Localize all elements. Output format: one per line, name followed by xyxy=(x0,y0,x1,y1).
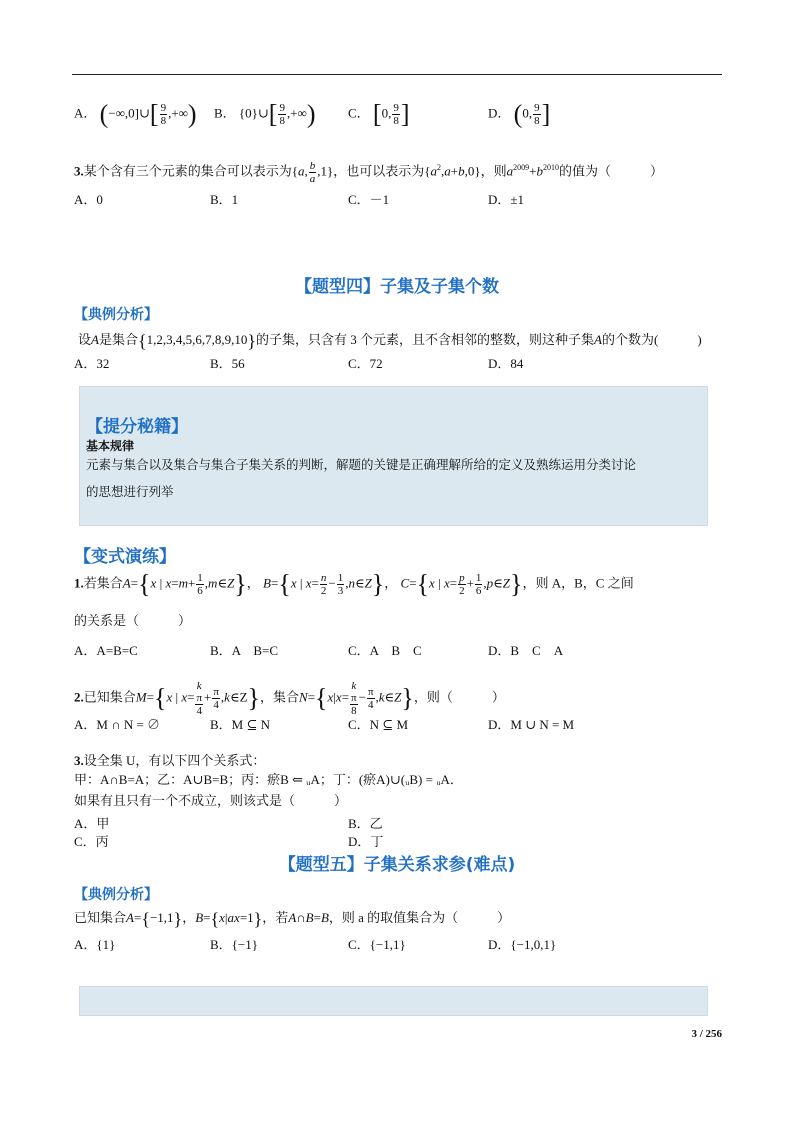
tips-title: 【提分秘籍】 xyxy=(86,417,188,437)
tips-line-2: 的思想进行列举 xyxy=(86,484,174,499)
example-5-option-c: C．{−1,1} xyxy=(348,937,406,952)
variant-q2-option-a: A．M ∩ N = ∅ xyxy=(74,717,161,732)
example-5-tag: 【典例分析】 xyxy=(74,887,158,903)
variant-q3-stem: 3.设全集 U，有以下四个关系式： xyxy=(74,753,266,768)
tips-box-2 xyxy=(79,986,708,1016)
header-rule xyxy=(72,74,722,75)
tips-subtitle: 基本规律 xyxy=(86,439,135,453)
q3-option-c: C．－1 xyxy=(348,192,390,207)
variant-q1-stem: 1.若集合A={x | x=m+ $\frac{1}{6}$ ,m∈Z}， B={x | x= $\frac{n}{2}$ − $\frac{1}{3}$ ,n∈Z}， C={x | x= $\frac{p}{2}$ + $\frac{1}{6}$ ,p∈Z}，则 A，B，C 之间 xyxy=(74,569,634,599)
variant-q1-option-d: D．B C A xyxy=(488,643,564,658)
variant-q3-option-b: B．乙 xyxy=(348,816,383,831)
example-4-stem: 设A是集合{1,2,3,4,5,6,7,8,9,10}的子集，只含有 3 个元素，且不含相邻的整数，则这种子集A的个数为( ) xyxy=(78,331,702,352)
variant-q3-option-c: C．丙 xyxy=(74,834,109,849)
example-5-stem: 已知集合A={−1,1}，B={x|ax=1}，若A∩B=B，则 a 的取值集合为（ ） xyxy=(74,909,511,930)
tips-line-1: 元素与集合以及集合与集合子集关系的判断，解题的关键是正确理解所给的定义及熟练运用分类讨论 xyxy=(86,457,637,472)
example-4-option-b: B．56 xyxy=(210,356,245,371)
variant-q1-option-b: B．A B=C xyxy=(210,643,279,658)
q3-stem: 3.某个含有三个元素的集合可以表示为{a, $\frac{b}{a}$ ,1}，也可以表示为$\{a^2,a+b,0\}$，则$a^{2009}+b^{2010}$的值为（ ） xyxy=(74,160,663,185)
example-4-option-a: A．32 xyxy=(74,356,110,371)
variant-tag: 【变式演练】 xyxy=(74,547,176,567)
section-4-title: 【题型四】子集及子集个数 xyxy=(295,277,499,297)
q2-option-d: D． (0, $\frac{9}{8}$ ] xyxy=(488,99,551,129)
example-5-option-a: A．{1} xyxy=(74,937,116,952)
page-number: 3 / 256 xyxy=(691,1028,722,1040)
example-5-option-b: B．{−1} xyxy=(210,937,258,952)
q3-option-a: A．0 xyxy=(74,192,103,207)
section-5-title: 【题型五】子集关系求参(难点) xyxy=(278,855,516,875)
variant-q2-option-d: D．M ∪ N = M xyxy=(488,717,575,732)
variant-q1-line-2: 的关系是（ ） xyxy=(74,613,192,628)
variant-q2-stem: 2.已知集合M={x | x= k π 4 + $\frac{\pi}{4}$ ,k∈Z}，集合N={x|x= k π 8 − $\frac{\pi}{4}$ ,k∈Z}，则（ ） xyxy=(74,680,505,717)
variant-q3-line-2: 甲：A∩B=A；乙：A∪B=B；丙：瘀B ⇐ ᵤA；丁：(瘀A)∪(ᵤB) = ᵤA． xyxy=(74,772,463,787)
variant-q2-option-c: C．N ⊆ M xyxy=(348,717,409,732)
variant-q3-option-a: A．甲 xyxy=(74,816,110,831)
q2-option-c: C． [0, $\frac{9}{8}$ ] xyxy=(348,99,410,129)
variant-q3-line-3: 如果有且只有一个不成立，则该式是（ ） xyxy=(74,793,348,808)
variant-q2-option-b: B．M ⊆ N xyxy=(210,717,271,732)
q2-option-a: A． (−∞,0]∪[ $\frac{9}{8}$ ,+∞) xyxy=(74,99,197,129)
variant-q1-option-c: C．A B C xyxy=(348,643,422,658)
example-4-option-c: C．72 xyxy=(348,356,383,371)
example-4-tag: 【典例分析】 xyxy=(74,307,158,323)
variant-q1-option-a: A．A=B=C xyxy=(74,643,138,658)
q3-option-b: B．1 xyxy=(210,192,239,207)
q2-option-b: B． {0}∪[ $\frac{9}{8}$ ,+∞) xyxy=(214,99,316,129)
variant-q3-option-d: D．丁 xyxy=(348,834,384,849)
example-5-option-d: D．{−1,0,1} xyxy=(488,937,557,952)
example-4-option-d: D．84 xyxy=(488,356,524,371)
q3-option-d: D．±1 xyxy=(488,192,525,207)
